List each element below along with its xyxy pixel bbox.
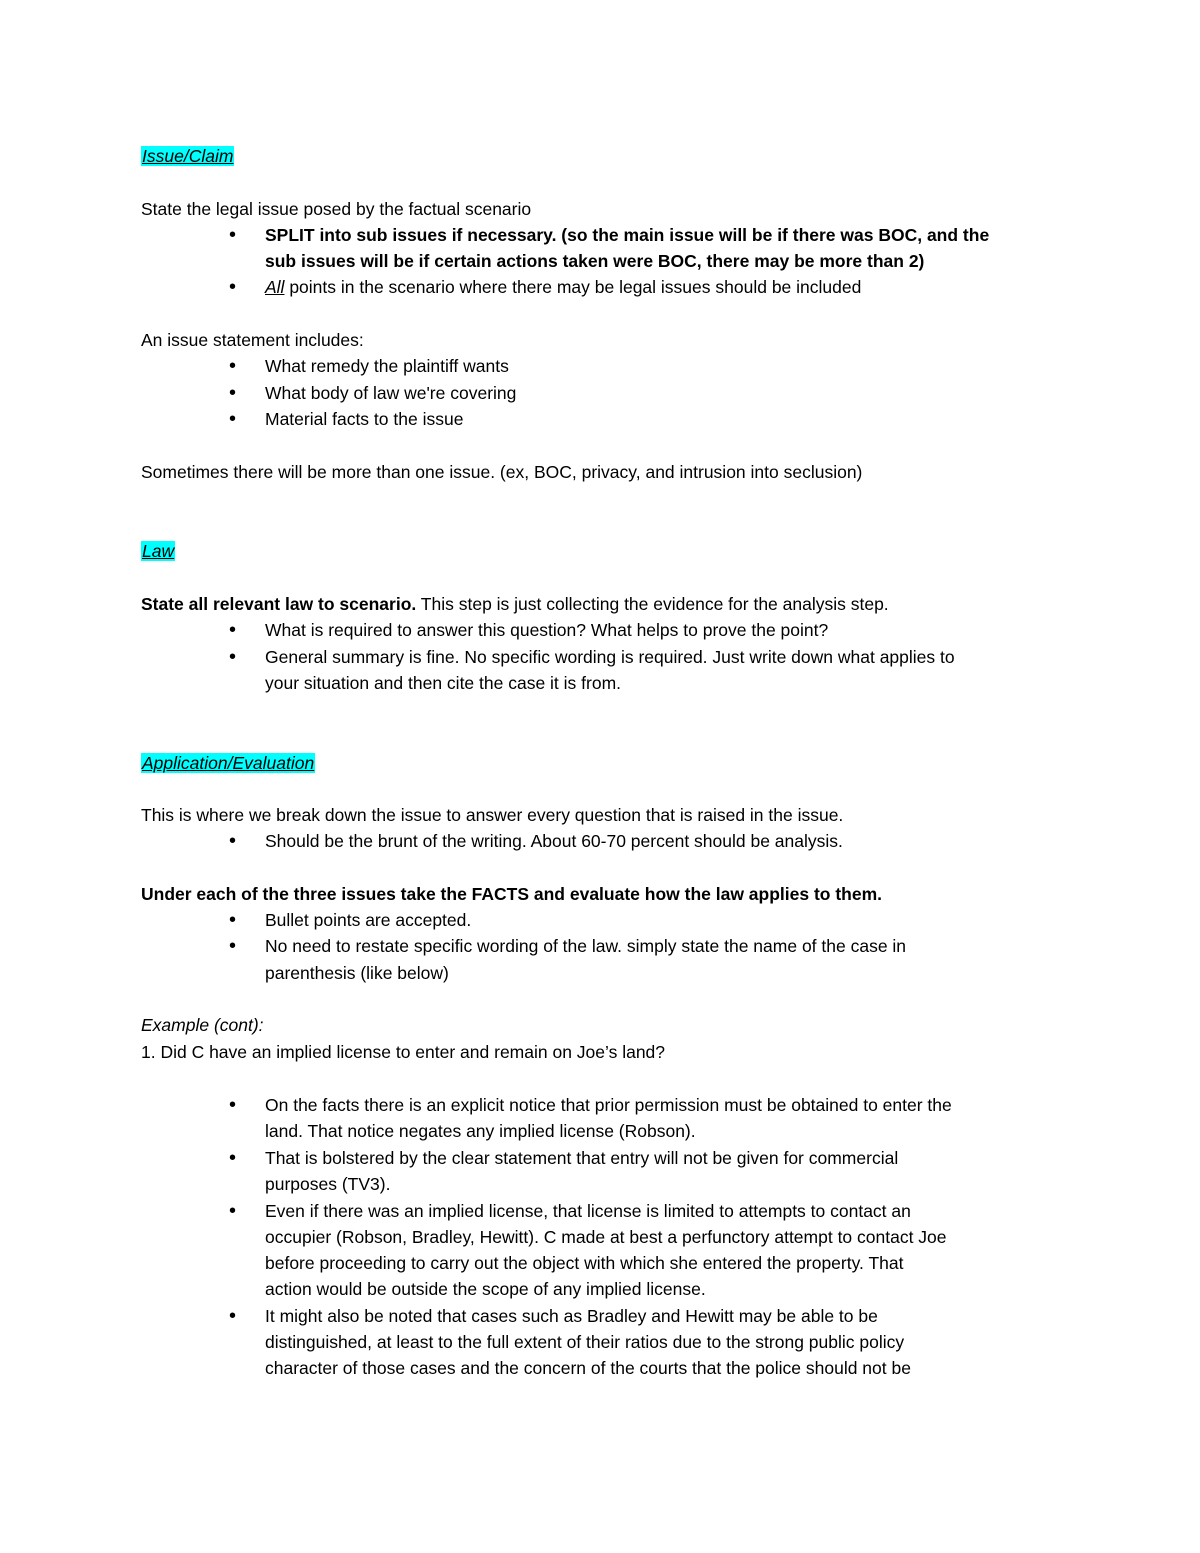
issue-bullet-2-text: points in the scenario where there may be legal issues should be included	[284, 277, 862, 297]
issue-include-item: What body of law we're covering	[265, 383, 517, 403]
law-intro-bold: State all relevant law to scenario.	[141, 594, 417, 614]
issue-bullet-2	[265, 274, 861, 300]
law-bullet-1: What is required to answer this question? What helps to prove the point?	[265, 620, 829, 640]
example-bullet-4-line-1: It might also be noted that cases such as Bradley and Hewitt may be able to be	[265, 1306, 878, 1326]
bullet-icon: •	[229, 646, 237, 668]
issue-sometimes: Sometimes there will be more than one issue. (ex, BOC, privacy, and intrusion into seclusion)	[141, 462, 863, 482]
example-bullet-3-line-2: occupier (Robson, Bradley, Hewitt). C made at best a perfunctory attempt to contact Joe	[265, 1227, 947, 1247]
application-intro: This is where we break down the issue to answer every question that is raised in the issue.	[141, 805, 844, 825]
application-bullet-2: Bullet points are accepted.	[265, 910, 472, 930]
law-intro-text: This step is just collecting the evidence for the analysis step.	[416, 594, 889, 614]
bullet-icon: •	[229, 408, 237, 430]
bullet-icon: •	[229, 909, 237, 931]
example-question: 1. Did C have an implied license to enter and remain on Joe’s land?	[141, 1042, 666, 1062]
issue-intro: State the legal issue posed by the factual scenario	[141, 199, 532, 219]
application-bullet-1: Should be the brunt of the writing. About 60-70 percent should be analysis.	[265, 831, 843, 851]
issue-bullet-1-line-1: SPLIT into sub issues if necessary. (so the main issue will be if there was BOC, and the	[265, 225, 990, 245]
example-bullet-3-line-4: action would be outside the scope of any implied license.	[265, 1279, 706, 1299]
example-bullet-3-line-3: before proceeding to carry out the object with which she entered the property. That	[265, 1253, 904, 1273]
law-intro	[141, 591, 889, 617]
application-bullet-3-line-1: No need to restate specific wording of the law. simply state the name of the case in	[265, 936, 907, 956]
issue-include-item: What remedy the plaintiff wants	[265, 356, 509, 376]
law-heading: Law	[142, 541, 175, 561]
bullet-icon: •	[229, 276, 237, 298]
example-label: Example (cont):	[141, 1015, 264, 1035]
example-bullet-2-line-2: purposes (TV3).	[265, 1174, 391, 1194]
example-bullet-4-line-2: distinguished, at least to the full extent of their ratios due to the strong public policy	[265, 1332, 905, 1352]
issue-bullet-2-emphasis: All	[265, 277, 285, 297]
issue-bullet-1-line-2: sub issues will be if certain actions taken were BOC, there may be more than 2)	[265, 251, 925, 271]
bullet-icon: •	[229, 224, 237, 246]
issue-include-item: Material facts to the issue	[265, 409, 464, 429]
example-bullet-1-line-2: land. That notice negates any implied license (Robson).	[265, 1121, 696, 1141]
bullet-icon: •	[229, 619, 237, 641]
issue-statement-intro: An issue statement includes:	[141, 330, 364, 350]
example-bullet-4-line-3: character of those cases and the concern of the courts that the police should not be	[265, 1358, 911, 1378]
bullet-icon: •	[229, 1094, 237, 1116]
issue-heading-line	[141, 143, 234, 169]
bullet-icon: •	[229, 1200, 237, 1222]
bullet-icon: •	[229, 830, 237, 852]
application-heading: Application/Evaluation	[142, 753, 315, 773]
bullet-icon: •	[229, 355, 237, 377]
example-bullet-2-line-1: That is bolstered by the clear statement that entry will not be given for commercial	[265, 1148, 899, 1168]
example-bullet-3-line-1: Even if there was an implied license, that license is limited to attempts to contact an	[265, 1201, 911, 1221]
law-bullet-2-line-1: General summary is fine. No specific wording is required. Just write down what applies to	[265, 647, 955, 667]
law-bullet-2-line-2: your situation and then cite the case it is from.	[265, 673, 622, 693]
application-heading-line	[141, 750, 315, 776]
application-under: Under each of the three issues take the FACTS and evaluate how the law applies to them.	[141, 884, 883, 904]
issue-heading: Issue/Claim	[142, 146, 234, 166]
example-bullet-1-line-1: On the facts there is an explicit notice that prior permission must be obtained to enter the	[265, 1095, 952, 1115]
bullet-icon: •	[229, 935, 237, 957]
law-heading-line	[141, 538, 175, 564]
bullet-icon: •	[229, 1147, 237, 1169]
bullet-icon: •	[229, 382, 237, 404]
bullet-icon: •	[229, 1305, 237, 1327]
application-bullet-3-line-2: parenthesis (like below)	[265, 963, 449, 983]
